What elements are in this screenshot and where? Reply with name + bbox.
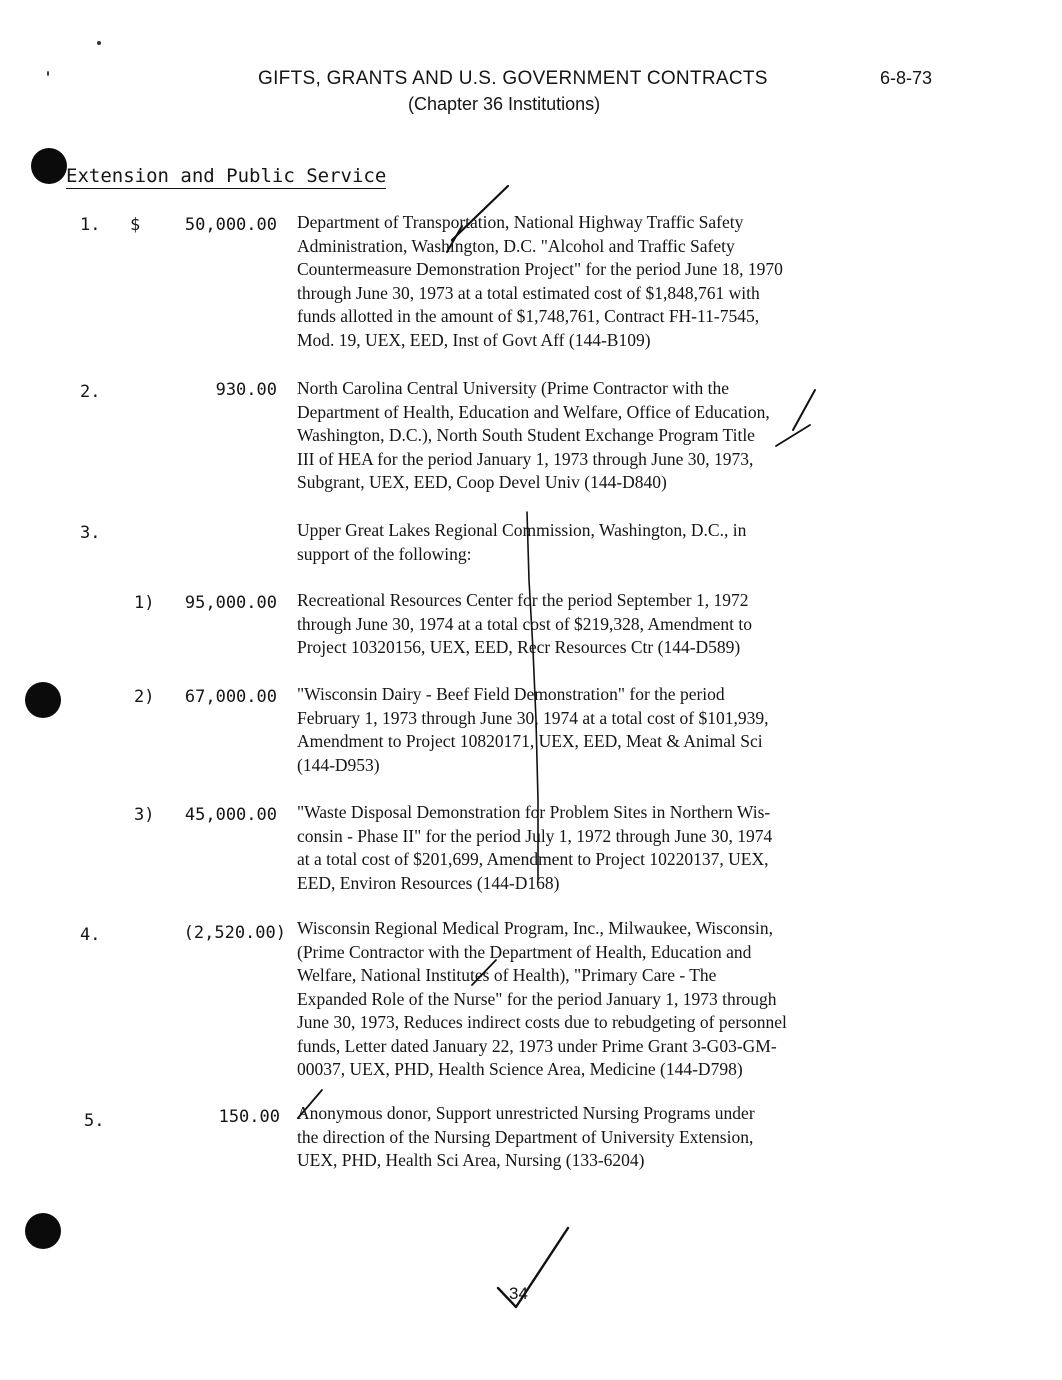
subitem-number: 3) [134,805,155,825]
description-line: Expanded Role of the Nurse" for the period January 1, 1973 through [297,988,777,1009]
item-amount: 45,000.00 [184,805,277,825]
description-line: Wisconsin Regional Medical Program, Inc., Milwaukee, Wisconsin, [297,918,774,938]
description-line: Department of Health, Education and Welfare, Office of Education, [297,401,770,422]
document-date: 6-8-73 [880,68,933,88]
check-mark [472,960,496,985]
description-line: Welfare, National Institutes of Health), "Primary Care - The [297,965,717,985]
description-line: North Carolina Central University (Prime Contractor with the [297,378,730,398]
description-line: Amendment to Project 10820171, UEX, EED, Meat & Animal Sci [297,731,763,751]
description-line: "Wisconsin Dairy - Beef Field Demonstration" for the period [297,684,725,704]
description-line: funds, Letter dated January 22, 1973 under Prime Grant 3-G03-GM- [297,1035,777,1056]
description-line: Mod. 19, UEX, EED, Inst of Govt Aff (144-B109) [297,329,651,350]
check-mark [452,186,508,240]
description-line: through June 30, 1974 at a total cost of $219,328, Amendment to [297,613,752,634]
description-line: Department of Transportation, National Highway Traffic Safety [297,212,744,232]
document-subtitle: (Chapter 36 Institutions) [408,94,601,114]
description-line: Recreational Resources Center for the period September 1, 1972 [297,590,749,610]
description-line: Anonymous donor, Support unrestricted Nursing Programs under [297,1103,755,1123]
currency-symbol: $ [130,215,141,235]
item-amount: 67,000.00 [184,687,277,707]
description-line: (144-D953) [297,754,380,775]
check-mark [298,1090,322,1118]
description-line: III of HEA for the period January 1, 1973 through June 30, 1973, [297,448,754,469]
subitem-number: 2) [134,687,155,707]
description-line: support of the following: [297,543,472,564]
description-line: consin - Phase II" for the period July 1, 1972 through June 30, 1974 [297,825,773,846]
section-heading: Extension and Public Service [66,165,387,187]
description-line: (Prime Contractor with the Department of Health, Education and [297,941,752,962]
description-line: funds allotted in the amount of $1,748,761, Contract FH-11-7545, [297,306,760,326]
item-number: 2. [80,382,101,402]
description-line: at a total cost of $201,699, Amendment to Project 10220137, UEX, [297,849,769,869]
description-line: Administration, Washington, D.C. "Alcohol and Traffic Safety [297,235,735,256]
description-line: through June 30, 1973 at a total estimated cost of $1,848,761 with [297,282,760,303]
description-line: EED, Environ Resources (144-D168) [297,872,560,893]
check-mark [793,390,815,430]
item-amount: 50,000.00 [184,215,277,235]
description-line: 00037, UEX, PHD, Health Science Area, Medicine (144-D798) [297,1059,743,1079]
item-number: 5. [84,1111,105,1131]
description-line: Subgrant, UEX, EED, Coop Devel Univ (144-D840) [297,472,667,492]
item-amount: 150.00 [218,1107,280,1127]
page-number: 34 [509,1284,528,1303]
item-number: 4. [80,925,101,945]
subitem-number: 1) [134,593,155,613]
description-line: "Waste Disposal Demonstration for Problem Sites in Northern Wis- [297,802,771,822]
check-mark [498,1228,568,1307]
description-line: Project 10320156, UEX, EED, Recr Resources Ctr (144-D589) [297,637,741,657]
item-amount: 930.00 [215,380,277,400]
description-line: June 30, 1973, Reduces indirect costs due to rebudgeting of personnel [297,1012,787,1032]
item-amount: 95,000.00 [184,593,277,613]
description-line: Countermeasure Demonstration Project" for the period June 18, 1970 [297,259,783,279]
description-line: February 1, 1973 through June 30, 1974 at a total cost of $101,939, [297,707,769,728]
description-line: UEX, PHD, Health Sci Area, Nursing (133-6204) [297,1150,645,1170]
description-line: the direction of the Nursing Department of University Extension, [297,1126,754,1147]
document-title: GIFTS, GRANTS AND U.S. GOVERNMENT CONTRACTS [258,68,768,89]
item-number: 3. [80,523,101,543]
item-number: 1. [80,215,101,235]
description-line: Upper Great Lakes Regional Commission, Washington, D.C., in [297,520,747,540]
description-line: Washington, D.C.), North South Student Exchange Program Title [297,425,755,445]
review-line [527,512,538,880]
check-mark [447,226,462,252]
item-amount: (2,520.00) [183,923,286,943]
